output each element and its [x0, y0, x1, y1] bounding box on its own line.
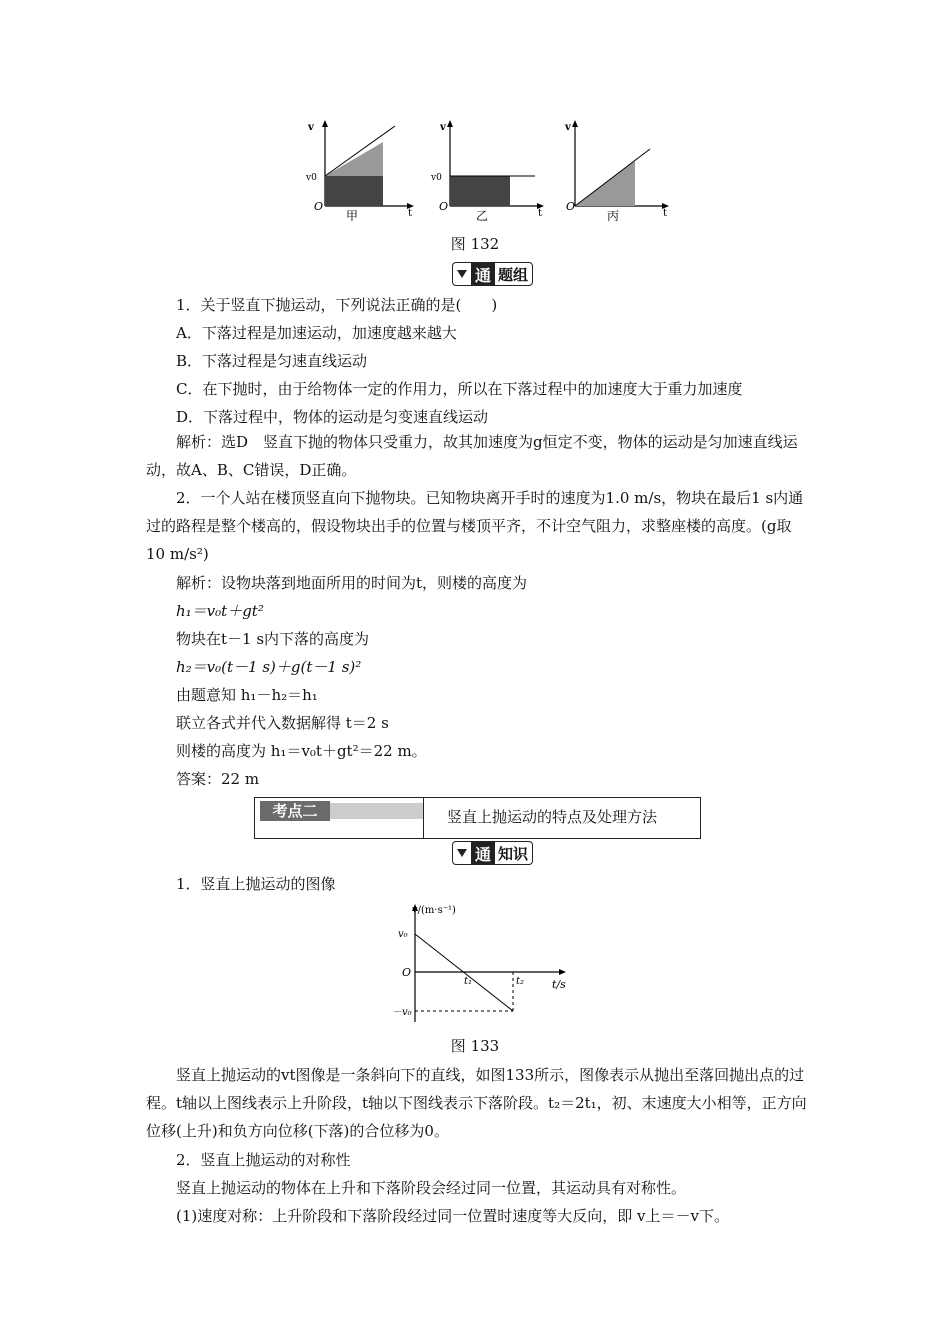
banner-rest: 知识: [498, 844, 529, 863]
origin-label: O: [314, 200, 324, 213]
para3: (1)速度对称：上升阶段和下落阶段经过同一位置时速度等大反向，即 v上＝－v下。: [176, 1207, 729, 1225]
v0-label: v0: [431, 173, 442, 183]
neg-v0-label: －v₀: [392, 1007, 412, 1018]
t-axis-label: t: [663, 208, 668, 219]
kaodian-tag: 考点二: [260, 801, 330, 821]
x-axis-label: t/s: [552, 978, 566, 991]
q2-eq1: h₁＝v₀t＋gt²: [176, 602, 264, 620]
triangle-icon: [457, 849, 467, 857]
panel-name: 甲: [346, 209, 359, 223]
v0-label: v0: [306, 173, 317, 183]
t-axis-label: t: [408, 208, 413, 219]
origin-label: O: [566, 200, 576, 213]
v-axis-label: v: [565, 122, 571, 133]
panel-bing: [564, 120, 669, 223]
panel-yi: [430, 120, 544, 223]
figure-133: [392, 900, 582, 1028]
tong-zhishi-banner: [452, 841, 533, 865]
triangle-icon: [457, 270, 467, 278]
v-axis-label: v: [308, 122, 314, 133]
para2: 竖直上抛运动的物体在上升和下落阶段会经过同一位置，其运动具有对称性。: [176, 1179, 687, 1197]
q1-option-c: C．在下抛时，由于给物体一定的作用力，所以在下落过程中的加速度大于重力加速度: [176, 380, 743, 398]
q2-line4: 联立各式并代入数据解得 t＝2 s: [176, 714, 389, 732]
origin-label: O: [439, 200, 449, 213]
v-axis-label: v: [440, 122, 446, 133]
panel-name: 乙: [476, 209, 489, 223]
para1: 竖直上抛运动的vt图像是一条斜向下的直线，如图133所示，图像表示从抛出至落回抛出点的过程。t轴以上图线表示上升阶段，t轴以下图线表示下落阶段。t₂＝2t₁，初、末速度大小相等，正方向位移(上升)和负方向位移(下落)的合位移为0。: [146, 1066, 807, 1140]
kaodian-title: 竖直上抛运动的特点及处理方法: [447, 808, 658, 826]
q2-analysis-intro: 解析：设物块落到地面所用的时间为t，则楼的高度为: [176, 574, 528, 592]
q2-line3: 由题意知 h₁－h₂＝h₁: [176, 686, 318, 704]
q1-option-b: B．下落过程是匀速直线运动: [176, 352, 368, 370]
t2-label: t₂: [516, 976, 525, 987]
t1-label: t₁: [464, 976, 473, 987]
q1-stem: 1．关于竖直下抛运动，下列说法正确的是( ): [176, 296, 498, 314]
tong-tizu-banner: [452, 262, 533, 286]
q2-eq2: h₂＝v₀(t－1 s)＋g(t－1 s)²: [176, 658, 362, 676]
sec1-heading: 1．竖直上抛运动的图像: [176, 875, 336, 893]
sec2-heading: 2．竖直上抛运动的对称性: [176, 1151, 351, 1169]
y-axis-label: v/(m·s⁻¹): [412, 905, 456, 916]
v0-label: v₀: [398, 929, 408, 940]
kaodian-tag-bar: [330, 803, 423, 819]
kaodian-box: [254, 797, 701, 839]
q2-stem: 2．一个人站在楼顶竖直向下抛物块。已知物块离开手时的速度为1.0 m/s，物块在最后1 s内通过的路程是整个楼高的，假设物块出手的位置与楼顶平齐，不计空气阻力，求整座楼的高度。(g取10 m/s²): [146, 489, 804, 563]
panel-jia: [305, 120, 414, 223]
q1-option-d: D．下落过程中，物体的运动是匀变速直线运动: [176, 408, 489, 426]
kaodian-tag-area: [255, 798, 424, 838]
q2-line5: 则楼的高度为 h₁＝v₀t＋gt²＝22 m。: [176, 742, 427, 760]
tong-label: 通: [471, 842, 495, 865]
figure-132-caption: 图 132: [450, 235, 500, 253]
t-axis-label: t: [538, 208, 543, 219]
q2-line2: 物块在t－1 s内下落的高度为: [176, 630, 370, 648]
figure-132: [300, 118, 680, 228]
q1-option-a: A．下落过程是加速运动，加速度越来越大: [176, 324, 457, 342]
origin-label: O: [402, 966, 412, 979]
figure-133-caption: 图 133: [450, 1037, 500, 1055]
q2-answer: 答案：22 m: [176, 770, 260, 788]
tong-label: 通: [471, 263, 495, 286]
panel-name: 丙: [607, 209, 620, 223]
banner-rest: 题组: [498, 265, 529, 284]
q1-analysis: 解析：选D 竖直下抛的物体只受重力，故其加速度为g恒定不变，物体的运动是匀加速直线运动，故A、B、C错误，D正确。: [146, 433, 798, 479]
